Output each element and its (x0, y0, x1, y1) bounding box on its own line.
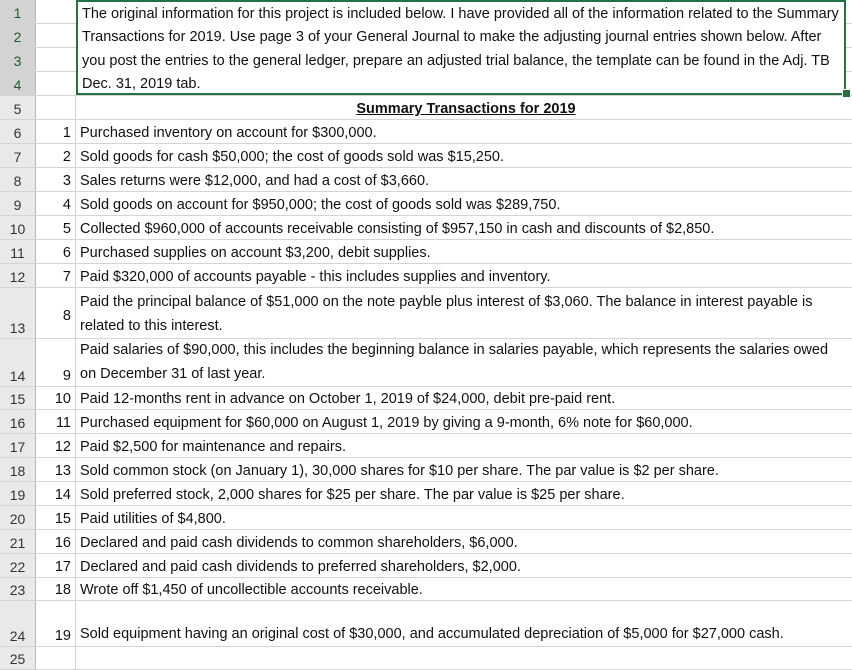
transaction-number: 13 (54, 463, 71, 479)
transaction-text[interactable]: Paid the principal balance of $51,000 on the note payble plus interest of $3,060. The balance in interest payable is related to this interest. (80, 294, 813, 334)
table-row (0, 144, 852, 168)
transaction-number: 3 (62, 173, 71, 189)
table-row (0, 482, 852, 506)
cell[interactable] (36, 578, 76, 600)
table-row (0, 387, 852, 410)
cell[interactable] (36, 96, 76, 119)
transaction-number: 11 (55, 415, 71, 431)
table-row (0, 554, 852, 578)
row-header[interactable]: 17 (0, 434, 36, 457)
table-row (0, 458, 852, 482)
transaction-number: 17 (54, 559, 71, 575)
cell[interactable] (36, 339, 76, 386)
row-header[interactable]: 23 (0, 578, 36, 600)
row-header[interactable]: 8 (0, 168, 36, 191)
row-header[interactable]: 20 (0, 506, 36, 529)
table-row (0, 506, 852, 530)
fill-handle[interactable] (842, 89, 851, 98)
transaction-number: 14 (54, 487, 71, 503)
cell[interactable] (36, 554, 76, 577)
row-header[interactable]: 24 (0, 601, 36, 646)
row-header[interactable]: 4 (0, 72, 36, 95)
row-header[interactable]: 18 (0, 458, 36, 481)
table-row (0, 216, 852, 240)
row-header[interactable]: 9 (0, 192, 36, 215)
cell[interactable] (36, 601, 76, 646)
cell[interactable] (36, 530, 76, 553)
sheet-row (0, 96, 852, 120)
transaction-number: 4 (62, 197, 71, 213)
cell[interactable] (36, 434, 76, 457)
table-row (0, 120, 852, 144)
transaction-text[interactable]: Sold preferred stock, 2,000 shares for $25 per share. The par value is $25 per share. (80, 487, 625, 503)
row-header[interactable]: 5 (0, 96, 36, 119)
transaction-text[interactable]: Sales returns were $12,000, and had a cost of $3,660. (80, 173, 430, 189)
row-header[interactable]: 11 (0, 240, 36, 263)
transaction-number: 5 (62, 221, 71, 237)
transaction-text[interactable]: Paid $2,500 for maintenance and repairs. (80, 439, 347, 455)
cell[interactable] (36, 482, 76, 505)
transaction-text[interactable]: Paid utilities of $4,800. (80, 511, 226, 527)
sheet-row (0, 647, 852, 670)
transaction-number: 7 (62, 269, 71, 285)
transaction-number: 16 (54, 535, 71, 551)
transaction-number: 15 (54, 511, 71, 527)
transaction-text[interactable]: Paid $320,000 of accounts payable - this includes supplies and inventory. (80, 269, 551, 285)
cell[interactable] (36, 288, 76, 338)
transaction-number: 6 (62, 245, 71, 261)
transaction-text[interactable]: Purchased inventory on account for $300,000. (80, 125, 377, 141)
transaction-text[interactable]: Purchased supplies on account $3,200, debit supplies. (80, 245, 431, 261)
transaction-text[interactable]: Paid 12-months rent in advance on October 1, 2019 of $24,000, debit pre-paid rent. (80, 391, 616, 407)
row-header[interactable]: 22 (0, 554, 36, 577)
cell[interactable] (36, 264, 76, 287)
transaction-number: 9 (62, 368, 71, 384)
transaction-number: 19 (54, 628, 71, 644)
cell[interactable] (36, 240, 76, 263)
table-row (0, 530, 852, 554)
transaction-number: 1 (62, 125, 71, 141)
transaction-text[interactable]: Collected $960,000 of accounts receivable consisting of $957,150 in cash and discounts of $2,850. (80, 221, 715, 237)
table-row (0, 240, 852, 264)
cell[interactable] (36, 410, 76, 433)
cell[interactable] (36, 144, 76, 167)
row-header[interactable]: 2 (0, 24, 36, 47)
row-header[interactable]: 16 (0, 410, 36, 433)
cell[interactable] (36, 506, 76, 529)
transaction-number: 18 (54, 582, 71, 598)
transaction-text[interactable]: Declared and paid cash dividends to common shareholders, $6,000. (80, 535, 518, 551)
table-row (0, 410, 852, 434)
table-row (0, 434, 852, 458)
transaction-number: 12 (54, 439, 71, 455)
row-header[interactable]: 7 (0, 144, 36, 167)
cell[interactable] (36, 647, 76, 669)
row-header[interactable]: 14 (0, 339, 36, 386)
transaction-text[interactable]: Sold equipment having an original cost of $30,000, and accumulated depreciation of $5,000 for $27,000 cash. (80, 626, 784, 642)
table-row (0, 168, 852, 192)
row-header[interactable]: 21 (0, 530, 36, 553)
summary-heading[interactable]: Summary Transactions for 2019 (356, 101, 576, 117)
row-header[interactable]: 3 (0, 48, 36, 71)
cell[interactable] (36, 458, 76, 481)
transaction-number: 10 (54, 391, 71, 407)
row-header[interactable]: 1 (0, 0, 36, 23)
row-header[interactable]: 6 (0, 120, 36, 143)
row-header[interactable]: 15 (0, 387, 36, 409)
transaction-text[interactable]: Wrote off $1,450 of uncollectible accounts receivable. (80, 582, 423, 598)
table-row (0, 288, 852, 339)
intro-text: The original information for this project is included below. I have provided all of the information related to the Summary Transactions for 2019. Use page 3 of your General Journal to make the adjusting journal entries shown below. After you post the entries to the general ledger, prepare an adjusted trial balance, the template can be found in the Adj. TB Dec. 31, 2019 tab. (82, 6, 839, 92)
row-header[interactable]: 10 (0, 216, 36, 239)
row-header[interactable]: 19 (0, 482, 36, 505)
table-row (0, 578, 852, 601)
transaction-text[interactable]: Declared and paid cash dividends to preferred shareholders, $2,000. (80, 559, 521, 575)
transaction-text[interactable]: Paid salaries of $90,000, this includes the beginning balance in salaries payable, which represents the salaries owed on December 31 of last year. (80, 342, 829, 382)
cell[interactable] (36, 120, 76, 143)
cell[interactable] (36, 216, 76, 239)
cell[interactable] (36, 387, 76, 409)
table-row (0, 264, 852, 288)
cell[interactable] (36, 168, 76, 191)
table-row (0, 339, 852, 387)
transaction-text[interactable]: Sold goods on account for $950,000; the cost of goods sold was $289,750. (80, 197, 561, 213)
transaction-number: 2 (62, 149, 71, 165)
row-header[interactable]: 25 (0, 647, 36, 669)
table-row (0, 192, 852, 216)
row-header[interactable]: 12 (0, 264, 36, 287)
transaction-text[interactable]: Purchased equipment for $60,000 on August 1, 2019 by giving a 9-month, 6% note for $60,000. (80, 415, 693, 431)
row-header[interactable]: 13 (0, 288, 36, 338)
transaction-text[interactable]: Sold common stock (on January 1), 30,000 shares for $10 per share. The par value is $2 per share. (80, 463, 719, 479)
transaction-text[interactable]: Sold goods for cash $50,000; the cost of goods sold was $15,250. (80, 149, 505, 165)
cell[interactable] (36, 192, 76, 215)
intro-merged-cell[interactable] (76, 0, 846, 95)
transaction-number: 8 (62, 308, 71, 324)
table-row (0, 601, 852, 647)
